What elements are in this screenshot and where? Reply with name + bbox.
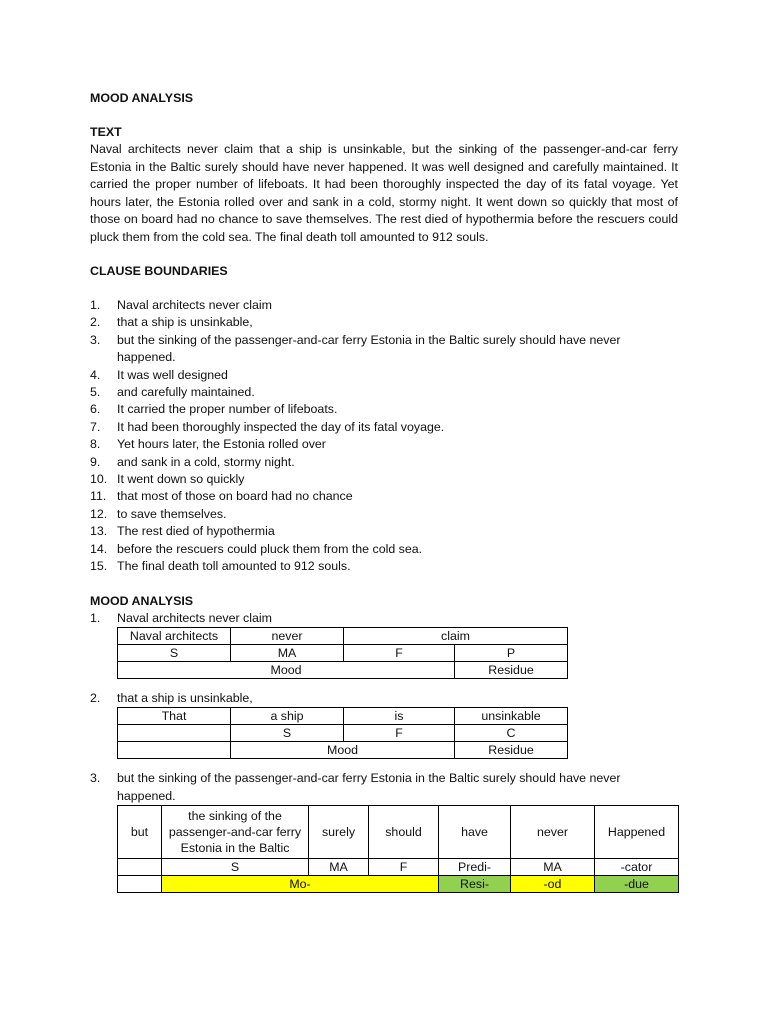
table-row bbox=[118, 876, 679, 893]
mood-analysis-heading: MOOD ANALYSIS bbox=[90, 593, 194, 608]
table-cell: F bbox=[344, 644, 455, 661]
clause-number: 11. bbox=[90, 489, 107, 504]
clause-item bbox=[90, 297, 678, 314]
example-2-title bbox=[90, 690, 678, 707]
clause-number: 6. bbox=[90, 402, 101, 417]
residue-highlight-cell: Resi- bbox=[439, 876, 511, 893]
table-cell bbox=[118, 725, 231, 742]
clause-item bbox=[90, 384, 678, 401]
document-page bbox=[90, 90, 678, 893]
table-cell: S bbox=[231, 725, 344, 742]
clause-number: 9. bbox=[90, 454, 101, 469]
clause-text: It had been thoroughly inspected the day of its fatal voyage. bbox=[117, 419, 445, 434]
table-row bbox=[118, 661, 568, 678]
table-cell bbox=[118, 742, 231, 759]
example-text: that a ship is unsinkable, bbox=[117, 690, 253, 705]
example-number: 2. bbox=[90, 690, 101, 705]
table-row bbox=[118, 725, 568, 742]
example-1-title bbox=[90, 610, 678, 627]
table-cell: Naval architects bbox=[118, 627, 231, 644]
clause-text: to save themselves. bbox=[117, 506, 227, 521]
table-cell: MA bbox=[231, 644, 344, 661]
clause-item bbox=[90, 454, 678, 471]
clause-item bbox=[90, 471, 678, 488]
table-cell: -cator bbox=[595, 859, 679, 876]
clause-item bbox=[90, 506, 678, 523]
table-cell: should bbox=[369, 806, 439, 859]
clause-number: 2. bbox=[90, 315, 101, 330]
clause-number: 12. bbox=[90, 506, 108, 521]
text-heading: TEXT bbox=[90, 125, 122, 139]
table-cell: Residue bbox=[455, 742, 568, 759]
clause-list bbox=[90, 297, 678, 576]
clause-item bbox=[90, 523, 678, 540]
clause-text: The rest died of hypothermia bbox=[117, 524, 275, 539]
table-cell: never bbox=[231, 627, 344, 644]
clause-number: 5. bbox=[90, 385, 101, 400]
clause-text: and carefully maintained. bbox=[117, 385, 255, 400]
table-row bbox=[118, 742, 568, 759]
text-body: Naval architects never claim that a ship is unsinkable, but the sinking of the passenger-and-car ferry Estonia in the Baltic surely should have never happened. It was well designed and carefully maintained. It carried the proper number of lifeboats. It had been thoroughly inspected the day of its fatal voyage. Yet hours later, the Estonia rolled over and sank in a cold, stormy night. It went down so quickly that most of those on board had no chance to save themselves. The rest died of hypothermia before the rescuers could pluck them from the cold sea. The final death toll amounted to 912 souls. bbox=[90, 142, 678, 244]
table-cell: the sinking of the passenger-and-car ferry Estonia in the Baltic bbox=[162, 806, 309, 859]
mood-table-2 bbox=[117, 707, 568, 759]
table-cell bbox=[118, 859, 162, 876]
clause-number: 13. bbox=[90, 524, 108, 539]
table-cell: Mood bbox=[118, 661, 455, 678]
table-cell: C bbox=[455, 725, 568, 742]
table-row bbox=[118, 627, 568, 644]
table-row bbox=[118, 859, 679, 876]
clause-number: 15. bbox=[90, 559, 108, 574]
example-text: but the sinking of the passenger-and-car ferry Estonia in the Baltic surely should have never happened. bbox=[117, 771, 621, 803]
residue-highlight-cell: -due bbox=[595, 876, 679, 893]
table-cell bbox=[118, 876, 162, 893]
clause-item bbox=[90, 488, 678, 505]
clause-text: and sank in a cold, stormy night. bbox=[117, 454, 295, 469]
table-row bbox=[118, 644, 568, 661]
clause-item bbox=[90, 314, 678, 331]
table-cell: P bbox=[455, 644, 568, 661]
clause-number: 10. bbox=[90, 472, 108, 487]
mood-table-3 bbox=[117, 805, 679, 893]
clause-text: Naval architects never claim bbox=[117, 298, 272, 312]
clause-item bbox=[90, 419, 678, 436]
example-3-title bbox=[90, 770, 678, 805]
table-cell: but bbox=[118, 806, 162, 859]
table-cell: F bbox=[344, 725, 455, 742]
clause-text: The final death toll amounted to 912 souls. bbox=[117, 559, 351, 574]
table-cell: have bbox=[439, 806, 511, 859]
clause-number: 8. bbox=[90, 437, 101, 452]
example-number: 1. bbox=[90, 610, 101, 625]
clause-text: but the sinking of the passenger-and-car ferry Estonia in the Baltic surely should have never happened. bbox=[117, 332, 621, 365]
table-cell: S bbox=[118, 644, 231, 661]
clause-text: that most of those on board had no chance bbox=[117, 489, 353, 504]
clause-item bbox=[90, 436, 678, 453]
table-cell: MA bbox=[309, 859, 369, 876]
table-cell: Mood bbox=[231, 742, 455, 759]
clause-text: It carried the proper number of lifeboats. bbox=[117, 402, 338, 417]
table-cell: Predi- bbox=[439, 859, 511, 876]
table-cell: never bbox=[511, 806, 595, 859]
clause-number: 1. bbox=[90, 298, 101, 312]
table-cell: MA bbox=[511, 859, 595, 876]
clause-item bbox=[90, 541, 678, 558]
table-cell: is bbox=[344, 708, 455, 725]
mood-highlight-cell: Mo- bbox=[162, 876, 439, 893]
table-cell: claim bbox=[344, 627, 568, 644]
clause-number: 7. bbox=[90, 419, 101, 434]
clause-text: Yet hours later, the Estonia rolled over bbox=[117, 437, 326, 452]
clause-text: that a ship is unsinkable, bbox=[117, 315, 253, 330]
clause-text: It was well designed bbox=[117, 367, 228, 382]
clause-text: before the rescuers could pluck them from the cold sea. bbox=[117, 541, 423, 556]
clause-text: It went down so quickly bbox=[117, 472, 245, 487]
table-cell: a ship bbox=[231, 708, 344, 725]
mood-highlight-cell: -od bbox=[511, 876, 595, 893]
clause-item bbox=[90, 367, 678, 384]
clause-item bbox=[90, 401, 678, 418]
table-cell: unsinkable bbox=[455, 708, 568, 725]
table-row bbox=[118, 708, 568, 725]
clause-item bbox=[90, 332, 678, 367]
example-number: 3. bbox=[90, 771, 101, 786]
table-cell: Happened bbox=[595, 806, 679, 859]
table-row bbox=[118, 806, 679, 859]
clause-item bbox=[90, 558, 678, 575]
table-cell: That bbox=[118, 708, 231, 725]
mood-table-1 bbox=[117, 627, 568, 679]
table-cell: S bbox=[162, 859, 309, 876]
table-cell: surely bbox=[309, 806, 369, 859]
table-cell: Residue bbox=[455, 661, 568, 678]
clause-number: 4. bbox=[90, 367, 101, 382]
document-title: MOOD ANALYSIS bbox=[90, 91, 194, 105]
clause-boundaries-heading: CLAUSE BOUNDARIES bbox=[90, 264, 228, 278]
example-text: Naval architects never claim bbox=[117, 610, 272, 625]
table-cell: F bbox=[369, 859, 439, 876]
clause-number: 3. bbox=[90, 332, 101, 347]
clause-number: 14. bbox=[90, 541, 108, 556]
